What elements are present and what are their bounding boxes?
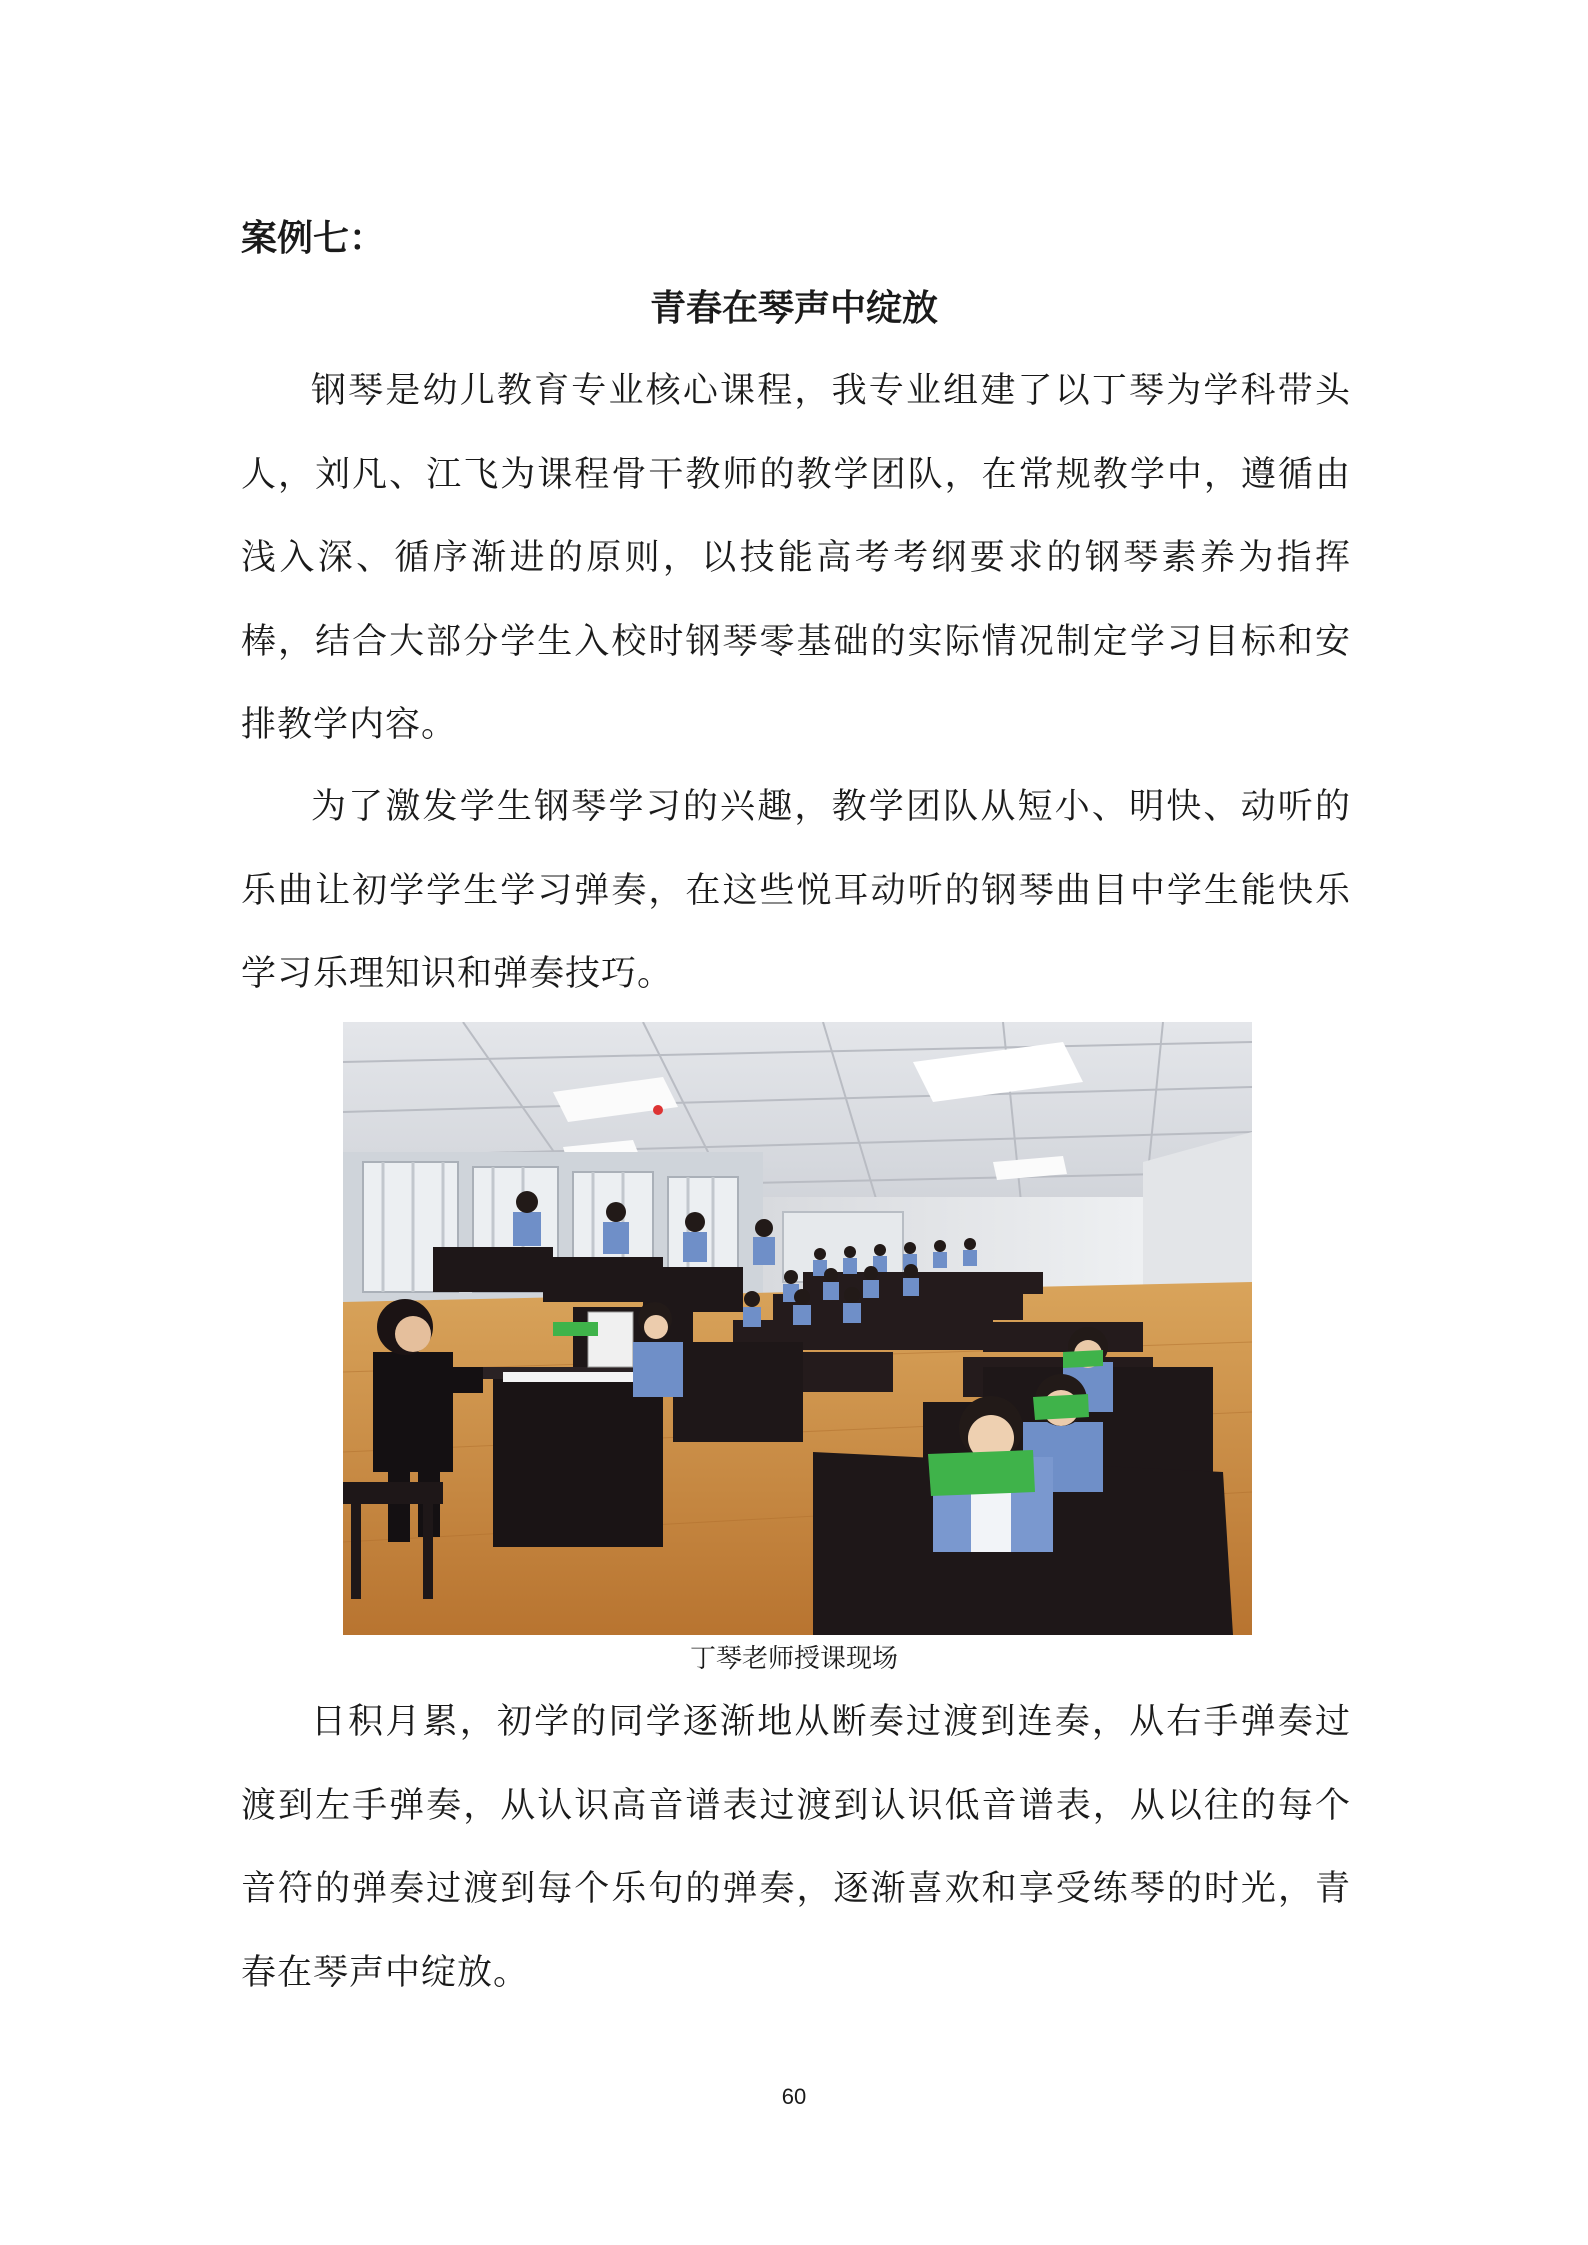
paragraph-2: 为了激发学生钢琴学习的兴趣，教学团队从短小、明快、动听的乐曲让初学学生学习弹奏，在这些悦耳动听的钢琴曲目中学生能快乐学习乐理知识和弹奏技巧。: [241, 787, 1351, 994]
document-title: 青春在琴声中绽放: [649, 288, 938, 329]
photo-caption: 丁琴老师授课现场: [689, 1644, 898, 1674]
paragraph-1: 钢琴是幼儿教育专业核心课程，我专业组建了以丁琴为学科带头人，刘凡、江飞为课程骨干教师的教学团队，在常规教学中，遵循由浅入深、循序渐进的原则，以技能高考考纲要求的钢琴素养为指挥棒，结合大部分学生入校时钢琴零基础的实际情况制定学习目标和安排教学内容。: [241, 371, 1351, 745]
paragraph-3: 日积月累，初学的同学逐渐地从断奏过渡到连奏，从右手弹奏过渡到左手弹奏，从认识高音谱表过渡到认识低音谱表，从以往的每个音符的弹奏过渡到每个乐句的弹奏，逐渐喜欢和享受练琴的时光，青春在琴声中绽放。: [241, 1702, 1351, 1993]
case-label: 案例七：: [241, 218, 386, 259]
classroom-photo: [343, 1022, 1252, 1635]
page-number: 60: [781, 2084, 807, 2109]
